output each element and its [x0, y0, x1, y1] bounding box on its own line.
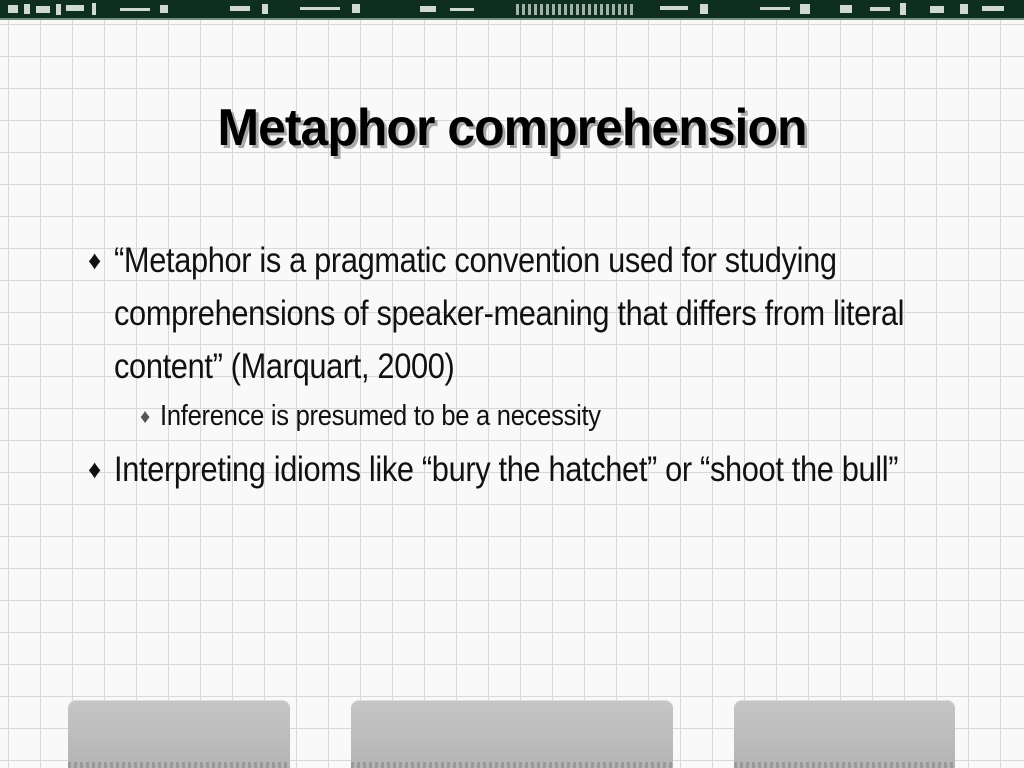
chip-pins: [734, 762, 955, 768]
bullet-item: [88, 443, 928, 496]
circuit-traces: [0, 0, 1024, 20]
diamond-sub-bullet-icon: ♦: [140, 406, 150, 428]
sub-bullet-text: Inference is presumed to be a necessity: [160, 400, 601, 432]
bullet-list: [88, 234, 928, 496]
circuit-board-banner: [0, 0, 1024, 20]
chip-panel-right: [734, 700, 955, 768]
chip-pins: [351, 762, 673, 768]
bullet-text: “Metaphor is a pragmatic convention used for studying comprehensions of speaker-meaning that differs from literal content” (Marquart, 2000): [114, 241, 905, 386]
slide-title: Metaphor comprehension: [217, 99, 807, 157]
bullet-item: [88, 234, 928, 393]
chip-panel-left: [68, 700, 290, 768]
chip-pins: [68, 762, 290, 768]
diamond-bullet-icon: ♦: [88, 245, 101, 275]
sub-bullet-item: [88, 393, 928, 439]
bullet-text: Interpreting idioms like “bury the hatchet” or “shoot the bull”: [114, 450, 899, 489]
diamond-bullet-icon: ♦: [88, 454, 101, 484]
chip-panel-center: [351, 700, 673, 768]
